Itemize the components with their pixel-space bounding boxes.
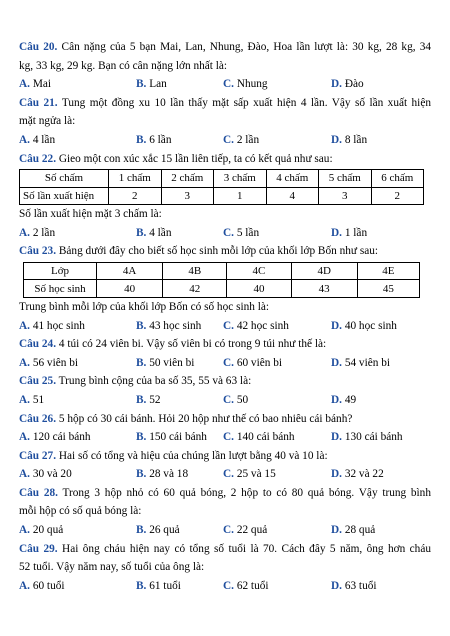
question-21-line-1: [19, 94, 431, 113]
option-letter: C.: [223, 579, 234, 592]
question-27-option-a[interactable]: [19, 465, 72, 484]
question-23-options: [19, 317, 431, 336]
question-20-option-d[interactable]: [331, 75, 364, 94]
option-text: 8 lần: [344, 133, 368, 146]
question-20-line-1: [19, 38, 431, 57]
option-letter: C.: [223, 356, 234, 369]
table-cell: 4B: [163, 262, 227, 280]
question-25-option-c[interactable]: [223, 391, 248, 410]
option-letter: B.: [136, 431, 147, 444]
option-text: Đào: [344, 78, 364, 91]
option-letter: A.: [19, 524, 30, 537]
question-20-option-a[interactable]: [19, 75, 51, 94]
option-text: 41 học sinh: [32, 319, 85, 332]
question-29-option-a[interactable]: [19, 577, 65, 596]
question-24-option-b[interactable]: [136, 354, 194, 373]
question-28-text-1: Trong 3 hộp nhỏ có 60 quả bóng, 2 hộp to có 80 quả bóng. Vậy trung bình: [62, 486, 431, 499]
table-cell: 6 chấm: [371, 170, 424, 188]
question-26-option-d[interactable]: [331, 428, 403, 447]
question-26-option-a[interactable]: [19, 428, 91, 447]
option-letter: C.: [223, 393, 234, 406]
option-letter: C.: [223, 319, 234, 332]
question-28-option-a[interactable]: [19, 521, 63, 540]
option-text: Mai: [32, 78, 52, 91]
table-cell: 40: [227, 280, 291, 298]
question-26-option-c[interactable]: [223, 428, 295, 447]
question-25-option-b[interactable]: [136, 391, 160, 410]
table-cell: 4D: [291, 262, 357, 280]
table-cell: 3: [319, 187, 372, 205]
question-29-option-d[interactable]: [331, 577, 377, 596]
option-text: 52: [149, 393, 161, 406]
table-cell: 1: [214, 187, 267, 205]
option-text: 22 quả: [236, 524, 268, 537]
question-21-text-2: mặt ngửa là:: [19, 115, 76, 128]
question-24-option-c[interactable]: [223, 354, 282, 373]
option-letter: C.: [223, 226, 234, 239]
question-21-option-d[interactable]: [331, 131, 367, 150]
option-letter: B.: [136, 393, 147, 406]
option-letter: C.: [223, 431, 234, 444]
question-26-number: Câu 26.: [19, 412, 57, 425]
option-letter: B.: [136, 226, 147, 239]
question-26-option-b[interactable]: [136, 428, 207, 447]
option-text: 43 học sinh: [149, 319, 202, 332]
question-24-option-a[interactable]: [19, 354, 78, 373]
question-25-number: Câu 25.: [19, 375, 57, 388]
option-text: 40 học sinh: [344, 319, 397, 332]
option-letter: A.: [19, 468, 30, 481]
question-27-option-c[interactable]: [223, 465, 276, 484]
table-cell: 4A: [97, 262, 163, 280]
option-text: 4 lần: [149, 226, 172, 239]
question-23-number: Câu 23.: [19, 245, 57, 258]
option-text: 30 và 20: [32, 468, 72, 481]
question-25-text-1: Trung bình cộng của ba số 35, 55 và 63 là:: [58, 375, 252, 388]
table-cell: 4E: [357, 262, 419, 280]
option-text: 50 viên bi: [149, 356, 195, 369]
question-28-text-2: mỗi hộp có số quả bóng là:: [19, 505, 142, 518]
class-students-table: [23, 262, 420, 298]
option-text: 42 học sinh: [236, 319, 289, 332]
option-letter: C.: [223, 524, 234, 537]
question-29-option-c[interactable]: [223, 577, 269, 596]
question-23-option-a[interactable]: [19, 317, 85, 336]
question-24-number: Câu 24.: [19, 338, 57, 351]
question-20-options: [19, 75, 431, 94]
option-letter: B.: [136, 78, 147, 91]
question-29-option-b[interactable]: [136, 577, 181, 596]
option-letter: D.: [331, 579, 342, 592]
question-27-option-b[interactable]: [136, 465, 188, 484]
option-text: 150 cái bánh: [149, 431, 207, 444]
question-27-option-d[interactable]: [331, 465, 384, 484]
question-22-text-1: Gieo một con xúc xắc 15 lần liên tiếp, ta có kết quả như sau:: [58, 152, 333, 165]
question-29-line-1: [19, 540, 431, 559]
question-20-text-2: kg, 33 kg, 29 kg. Bạn có cân nặng lớn nhất là:: [19, 59, 228, 72]
option-letter: D.: [331, 393, 342, 406]
option-letter: D.: [331, 226, 342, 239]
question-20-option-c[interactable]: [223, 75, 268, 94]
option-text: 20 quả: [32, 524, 64, 537]
table-cell: 43: [291, 280, 357, 298]
table-cell: 4: [266, 187, 319, 205]
option-text: 60 viên bi: [236, 356, 282, 369]
option-letter: D.: [331, 468, 342, 481]
question-23-option-b[interactable]: [136, 317, 201, 336]
option-text: 49: [344, 393, 357, 406]
question-25-line-1: [19, 372, 431, 391]
option-text: 56 viên bi: [32, 356, 78, 369]
option-letter: D.: [331, 524, 342, 537]
option-letter: A.: [19, 431, 30, 444]
table-cell: Số học sinh: [24, 280, 97, 298]
option-text: 54 viên bi: [344, 356, 390, 369]
table-cell: 2: [371, 187, 424, 205]
table-cell: 5 chấm: [319, 170, 372, 188]
question-22-options: [19, 224, 431, 243]
option-text: 25 và 15: [236, 468, 276, 481]
question-29-options: [19, 577, 431, 596]
table-cell: Số lần xuất hiện: [20, 187, 109, 205]
option-letter: A.: [19, 579, 30, 592]
option-letter: B.: [136, 524, 147, 537]
question-22-option-d[interactable]: [331, 224, 367, 243]
question-22-text-2: Số lần xuất hiện mặt 3 chấm là:: [19, 208, 162, 221]
question-24-text-1: 4 túi có 24 viên bi. Vậy số viên bi có trong 9 túi như thế là:: [58, 338, 327, 351]
table-cell: 2: [109, 187, 162, 205]
option-text: 140 cái bánh: [236, 431, 295, 444]
option-text: 62 tuổi: [236, 579, 269, 592]
option-letter: B.: [136, 468, 147, 481]
question-28-line-1: [19, 484, 431, 503]
question-20-text-1: Cân nặng của 5 bạn Mai, Lan, Nhung, Đào, Hoa lần lượt là: 30 kg, 28 kg, 34: [61, 41, 431, 53]
question-21-number: Câu 21.: [19, 96, 58, 109]
question-23-text-1: Bảng dưới đây cho biết số học sinh mỗi lớp của khối lớp Bốn như sau:: [58, 245, 379, 258]
option-text: 60 tuổi: [32, 579, 65, 592]
table-cell: 42: [163, 280, 227, 298]
option-letter: D.: [331, 356, 342, 369]
option-letter: A.: [19, 356, 30, 369]
option-text: 50: [236, 393, 249, 406]
option-letter: A.: [19, 319, 30, 332]
question-25-options: [19, 391, 431, 410]
question-23-text-2: Trung bình mỗi lớp của khối lớp Bốn có số học sinh là:: [19, 300, 270, 313]
question-21-option-b[interactable]: [136, 131, 171, 150]
question-27-line-1: [19, 447, 431, 466]
question-22-option-b[interactable]: [136, 224, 171, 243]
table-cell: 4 chấm: [266, 170, 319, 188]
question-24-line-1: [19, 335, 431, 354]
option-letter: A.: [19, 226, 30, 239]
option-letter: A.: [19, 393, 30, 406]
table-cell: 4C: [227, 262, 291, 280]
table-cell: Số chấm: [20, 170, 109, 188]
question-21-option-a[interactable]: [19, 131, 55, 150]
dice-table-header-row: [20, 170, 424, 188]
option-letter: B.: [136, 356, 147, 369]
question-28-options: [19, 521, 431, 540]
question-26-text-1: 5 hộp có 30 cái bánh. Hỏi 20 hộp như thế có bao nhiêu cái bánh?: [58, 412, 353, 425]
table-cell: 45: [357, 280, 419, 298]
option-text: 28 quả: [344, 524, 376, 537]
option-text: 5 lần: [236, 226, 260, 239]
dice-results-table: [19, 169, 424, 205]
option-letter: B.: [136, 133, 147, 146]
question-21-options: [19, 131, 431, 150]
question-23-option-c[interactable]: [223, 317, 289, 336]
worksheet-page: [19, 38, 431, 595]
option-text: 2 lần: [236, 133, 260, 146]
question-23-line-1: [19, 242, 431, 261]
option-text: 28 và 18: [149, 468, 189, 481]
option-text: 2 lần: [32, 226, 56, 239]
question-25-option-a[interactable]: [19, 391, 44, 410]
option-letter: C.: [223, 78, 234, 91]
question-28-option-c[interactable]: [223, 521, 267, 540]
option-text: 32 và 22: [344, 468, 384, 481]
students-table-data-row: [24, 280, 420, 298]
question-28-option-d[interactable]: [331, 521, 375, 540]
option-text: 61 tuổi: [149, 579, 181, 592]
question-26-options: [19, 428, 431, 447]
option-letter: C.: [223, 468, 234, 481]
option-text: 51: [32, 393, 45, 406]
question-26-line-1: [19, 410, 431, 429]
question-20-number: Câu 20.: [19, 41, 58, 53]
option-text: 6 lần: [149, 133, 172, 146]
question-29-text-2: 52 tuổi. Vậy năm nay, số tuổi của ông là:: [19, 561, 205, 574]
question-27-options: [19, 465, 431, 484]
question-23-option-d[interactable]: [331, 317, 397, 336]
option-text: 4 lần: [32, 133, 56, 146]
option-text: 130 cái bánh: [344, 431, 403, 444]
option-letter: C.: [223, 133, 234, 146]
option-letter: B.: [136, 579, 147, 592]
question-28-option-b[interactable]: [136, 521, 180, 540]
question-22-option-c[interactable]: [223, 224, 259, 243]
question-24-options: [19, 354, 431, 373]
table-cell: 40: [97, 280, 163, 298]
question-22-option-a[interactable]: [19, 224, 55, 243]
option-letter: A.: [19, 78, 30, 91]
question-22-number: Câu 22.: [19, 152, 57, 165]
question-29-number: Câu 29.: [19, 542, 58, 555]
option-text: Nhung: [236, 78, 268, 91]
option-text: Lan: [149, 78, 167, 91]
table-cell: Lớp: [24, 262, 97, 280]
question-29-text-1: Hai ông cháu hiện nay có tổng số tuổi là 70. Cách đây 5 năm, ông hơn cháu: [62, 542, 431, 555]
option-letter: D.: [331, 431, 342, 444]
option-text: 1 lần: [344, 226, 368, 239]
option-letter: A.: [19, 133, 30, 146]
question-27-text-1: Hai số có tổng và hiệu của chúng lần lượt bằng 40 và 10 là:: [58, 449, 328, 462]
table-cell: 2 chấm: [161, 170, 214, 188]
question-20-option-b[interactable]: [136, 75, 167, 94]
table-cell: 1 chấm: [109, 170, 162, 188]
dice-table-data-row: [20, 187, 424, 205]
question-21-option-c[interactable]: [223, 131, 259, 150]
question-27-number: Câu 27.: [19, 449, 57, 462]
option-letter: D.: [331, 319, 342, 332]
question-21-text-1: Tung một đồng xu 10 lần thấy mặt sấp xuất hiện 4 lần. Vậy số lần xuất hiện: [61, 96, 431, 109]
question-25-option-d[interactable]: [331, 391, 356, 410]
option-text: 63 tuổi: [344, 579, 377, 592]
table-cell: 3 chấm: [214, 170, 267, 188]
option-text: 26 quả: [149, 524, 180, 537]
option-text: 120 cái bánh: [32, 431, 91, 444]
students-table-header-row: [24, 262, 420, 280]
option-letter: D.: [331, 78, 342, 91]
option-letter: B.: [136, 319, 147, 332]
option-letter: D.: [331, 133, 342, 146]
question-28-number: Câu 28.: [19, 486, 58, 499]
table-cell: 3: [161, 187, 214, 205]
question-22-line-1: [19, 150, 431, 169]
question-24-option-d[interactable]: [331, 354, 390, 373]
